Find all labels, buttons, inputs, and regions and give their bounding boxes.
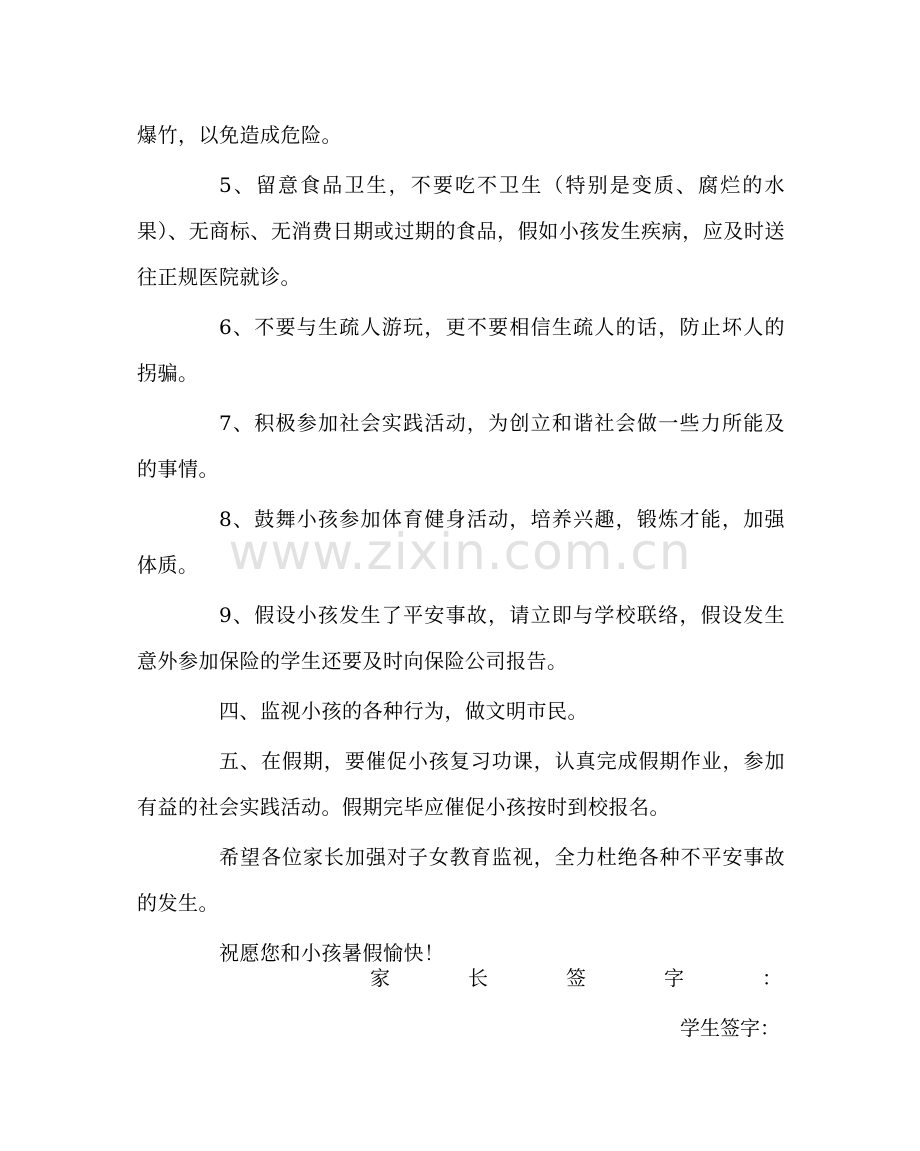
paragraph-social-practice: 7、积极参加社会实践活动，为创立和谐社会做一些力所能及的事情。 — [137, 411, 785, 481]
watermark: www.zixin.com.cn — [228, 523, 692, 581]
parent-signature-char: 家 — [370, 966, 390, 990]
parent-signature-char: ： — [762, 966, 782, 990]
paragraph-wishes: 祝愿您和小孩暑假愉快！ — [219, 941, 445, 965]
parent-signature-char: 签 — [566, 966, 586, 990]
paragraph-hope: 希望各位家长加强对子女教育监视，全力杜绝各种不平安事故的发生。 — [137, 845, 785, 915]
paragraph-supervise: 四、监视小孩的各种行为，做文明市民。 — [219, 699, 588, 723]
paragraph-food-hygiene: 5、留意食品卫生，不要吃不卫生（特别是变质、腐烂的水果）、无商标、无消费日期或过期的食品，假如小孩发生疾病，应及时送往正规医院就诊。 — [137, 173, 785, 289]
parent-signature-char: 字 — [664, 966, 684, 990]
paragraph-strangers: 6、不要与生疏人游玩，更不要相信生疏人的话，防止坏人的拐骗。 — [137, 315, 785, 385]
paragraph-accident: 9、假设小孩发生了平安事故，请立即与学校联络，假设发生意外参加保险的学生还要及时向保险公司报告。 — [137, 603, 785, 673]
paragraph-firecrackers: 爆竹，以免造成危险。 — [137, 123, 342, 147]
paragraph-homework: 五、在假期，要催促小孩复习功课，认真完成假期作业，参加有益的社会实践活动。假期完毕应催促小孩按时到校报名。 — [137, 749, 785, 819]
letter-body — [137, 112, 785, 976]
parent-signature-char: 长 — [468, 966, 488, 990]
student-signature-label: 学生签字： — [680, 1016, 780, 1040]
paragraph-sports: 8、鼓舞小孩参加体育健身活动，培养兴趣，锻炼才能，加强体质。 — [137, 507, 785, 577]
parent-signature-line — [370, 958, 782, 998]
